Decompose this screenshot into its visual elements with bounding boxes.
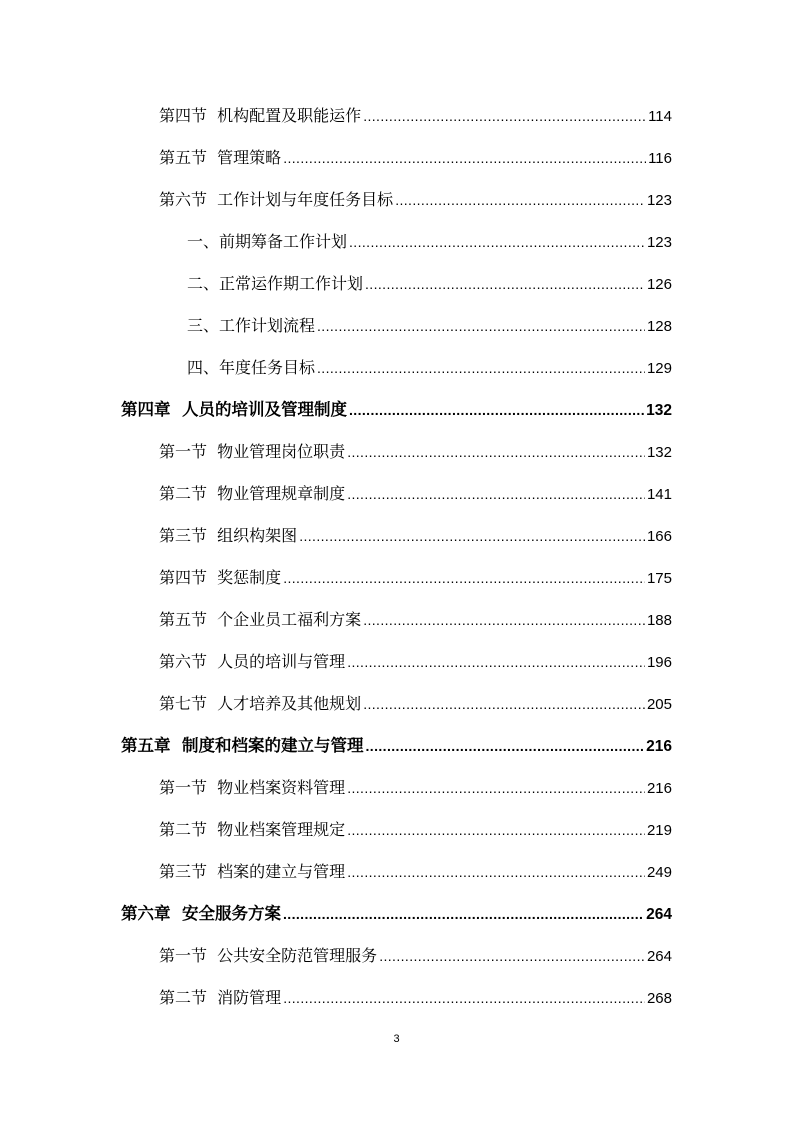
toc-dot-leader bbox=[283, 146, 646, 170]
toc-entry-page-number: 128 bbox=[646, 318, 672, 335]
toc-section-entry[interactable] bbox=[0, 96, 793, 138]
page-number: 3 bbox=[393, 1033, 400, 1045]
table-of-contents bbox=[0, 96, 793, 1020]
toc-section-entry[interactable] bbox=[0, 936, 793, 978]
toc-entry-page-number: 141 bbox=[646, 486, 672, 503]
toc-entry-page-number: 132 bbox=[646, 402, 672, 419]
toc-entry-page-number: 249 bbox=[646, 864, 672, 881]
toc-entry-page-number: 166 bbox=[646, 528, 672, 545]
toc-dot-leader bbox=[347, 860, 645, 884]
toc-dot-leader bbox=[395, 188, 645, 212]
toc-subsection-entry[interactable] bbox=[0, 264, 793, 306]
toc-entry-title: 第五节 管理策略 bbox=[159, 148, 282, 167]
toc-entry-page-number: 216 bbox=[646, 738, 672, 755]
toc-entry-page-number: 116 bbox=[648, 150, 672, 167]
toc-entry-title: 第六节 人员的培训与管理 bbox=[159, 652, 346, 671]
toc-entry-page-number: 188 bbox=[646, 612, 672, 629]
toc-section-entry[interactable] bbox=[0, 768, 793, 810]
toc-dot-leader bbox=[347, 482, 645, 506]
toc-entry-title: 三、工作计划流程 bbox=[187, 316, 316, 335]
toc-section-entry[interactable] bbox=[0, 432, 793, 474]
toc-section-entry[interactable] bbox=[0, 516, 793, 558]
toc-entry-title: 第三节 组织构架图 bbox=[159, 526, 298, 545]
toc-entry-page-number: 129 bbox=[646, 360, 672, 377]
toc-entry-page-number: 216 bbox=[646, 780, 672, 797]
toc-subsection-entry[interactable] bbox=[0, 306, 793, 348]
toc-dot-leader bbox=[299, 524, 645, 548]
toc-section-entry[interactable] bbox=[0, 852, 793, 894]
toc-entry-page-number: 196 bbox=[646, 654, 672, 671]
toc-dot-leader bbox=[347, 818, 645, 842]
toc-entry-page-number: 219 bbox=[646, 822, 672, 839]
toc-dot-leader bbox=[283, 902, 644, 926]
toc-dot-leader bbox=[363, 692, 645, 716]
toc-dot-leader bbox=[317, 356, 645, 380]
toc-entry-page-number: 264 bbox=[646, 948, 672, 965]
toc-section-entry[interactable] bbox=[0, 180, 793, 222]
toc-entry-title: 第四节 机构配置及职能运作 bbox=[159, 106, 362, 125]
toc-chapter-entry[interactable] bbox=[0, 390, 793, 432]
toc-entry-page-number: 268 bbox=[646, 990, 672, 1007]
toc-entry-page-number: 114 bbox=[648, 108, 672, 125]
toc-entry-title: 第四章 人员的培训及管理制度 bbox=[121, 400, 347, 419]
toc-section-entry[interactable] bbox=[0, 978, 793, 1020]
toc-entry-page-number: 126 bbox=[646, 276, 672, 293]
toc-dot-leader bbox=[365, 272, 645, 296]
toc-entry-title: 第六章 安全服务方案 bbox=[121, 904, 281, 923]
toc-entry-title: 第六节 工作计划与年度任务目标 bbox=[159, 190, 394, 209]
toc-entry-page-number: 205 bbox=[646, 696, 672, 713]
toc-section-entry[interactable] bbox=[0, 558, 793, 600]
toc-dot-leader bbox=[283, 986, 645, 1010]
toc-section-entry[interactable] bbox=[0, 810, 793, 852]
toc-dot-leader bbox=[363, 608, 645, 632]
toc-dot-leader bbox=[347, 776, 645, 800]
toc-subsection-entry[interactable] bbox=[0, 348, 793, 390]
toc-dot-leader bbox=[366, 734, 645, 758]
toc-section-entry[interactable] bbox=[0, 138, 793, 180]
toc-section-entry[interactable] bbox=[0, 474, 793, 516]
toc-chapter-entry[interactable] bbox=[0, 726, 793, 768]
toc-section-entry[interactable] bbox=[0, 684, 793, 726]
toc-entry-title: 第二节 物业管理规章制度 bbox=[159, 484, 346, 503]
toc-entry-title: 第二节 消防管理 bbox=[159, 988, 282, 1007]
toc-dot-leader bbox=[379, 944, 645, 968]
toc-dot-leader bbox=[349, 230, 645, 254]
toc-entry-title: 第七节 人才培养及其他规划 bbox=[159, 694, 362, 713]
toc-entry-title: 四、年度任务目标 bbox=[187, 358, 316, 377]
toc-entry-title: 第一节 物业管理岗位职责 bbox=[159, 442, 346, 461]
toc-dot-leader bbox=[363, 104, 646, 128]
toc-chapter-entry[interactable] bbox=[0, 894, 793, 936]
toc-entry-page-number: 123 bbox=[646, 234, 672, 251]
toc-dot-leader bbox=[347, 650, 645, 674]
toc-dot-leader bbox=[317, 314, 645, 338]
toc-section-entry[interactable] bbox=[0, 600, 793, 642]
toc-entry-page-number: 264 bbox=[646, 906, 672, 923]
toc-entry-title: 第四节 奖惩制度 bbox=[159, 568, 282, 587]
toc-entry-title: 第二节 物业档案管理规定 bbox=[159, 820, 346, 839]
toc-entry-title: 第三节 档案的建立与管理 bbox=[159, 862, 346, 881]
toc-entry-title: 第五章 制度和档案的建立与管理 bbox=[121, 736, 364, 755]
toc-dot-leader bbox=[283, 566, 645, 590]
toc-entry-page-number: 132 bbox=[646, 444, 672, 461]
toc-entry-title: 一、前期筹备工作计划 bbox=[187, 232, 348, 251]
toc-dot-leader bbox=[347, 440, 645, 464]
toc-entry-page-number: 175 bbox=[646, 570, 672, 587]
toc-entry-title: 第一节 公共安全防范管理服务 bbox=[159, 946, 378, 965]
toc-entry-title: 二、正常运作期工作计划 bbox=[187, 274, 364, 293]
toc-entry-page-number: 123 bbox=[646, 192, 672, 209]
toc-entry-title: 第一节 物业档案资料管理 bbox=[159, 778, 346, 797]
toc-dot-leader bbox=[349, 398, 644, 422]
toc-entry-title: 第五节 个企业员工福利方案 bbox=[159, 610, 362, 629]
toc-subsection-entry[interactable] bbox=[0, 222, 793, 264]
toc-section-entry[interactable] bbox=[0, 642, 793, 684]
